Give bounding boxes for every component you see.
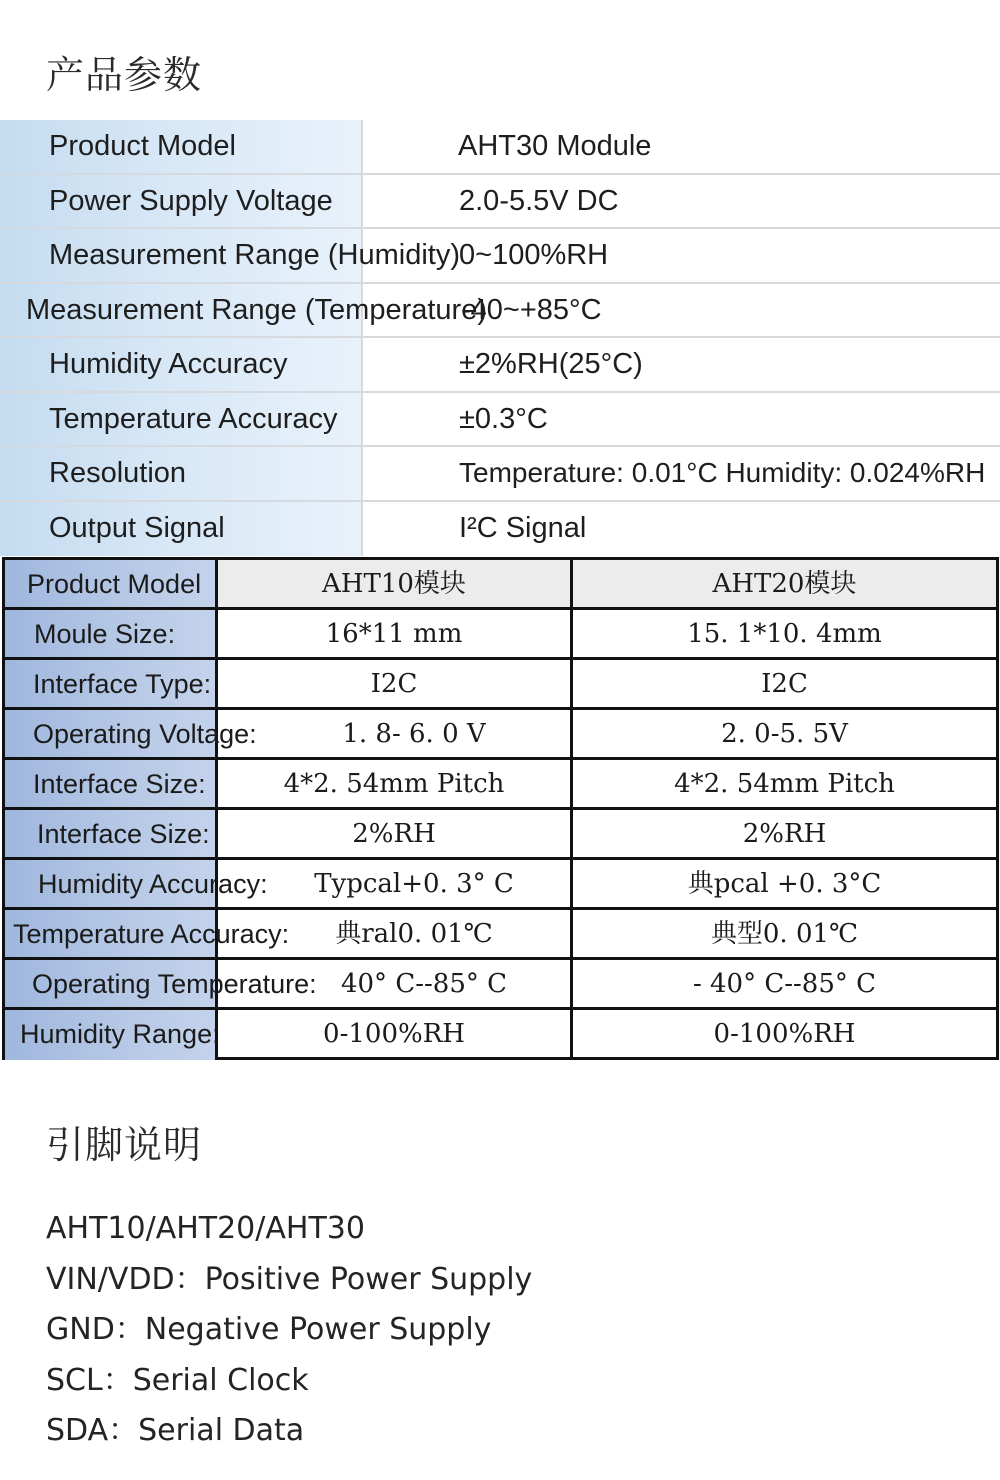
aht10-value: 40° C--85° C [218, 960, 573, 1007]
spec-label: Humidity Accuracy [0, 338, 363, 391]
row-label: Interface Size: [5, 760, 218, 807]
row-label: Operating Temperature: [5, 960, 218, 1007]
table-header-row [5, 560, 996, 610]
aht10-value: Typcal+0. 3° C [218, 860, 573, 907]
aht20-value: 0-100%RH [713, 1019, 856, 1049]
header-aht10: AHT10模块 [218, 560, 573, 607]
spec-label: Output Signal [0, 502, 363, 557]
table-row [5, 610, 996, 660]
row-label: Moule Size: [5, 610, 218, 657]
spec-label: Temperature Accuracy [0, 393, 363, 446]
table-row [5, 1010, 996, 1060]
spec-value: 0~100%RH [459, 239, 609, 271]
aht10-value: 4*2. 54mm Pitch [218, 760, 573, 807]
spec-table-aht10-aht20 [2, 557, 999, 1060]
table-row [0, 284, 1000, 339]
table-row [5, 660, 996, 710]
spec-label: Resolution [0, 447, 363, 500]
aht20-value: 2. 0-5. 5V [721, 719, 848, 749]
table-row [5, 710, 996, 760]
table-row [0, 120, 1000, 175]
aht10-value: 2%RH [218, 810, 573, 857]
row-label: Interface Type: [5, 660, 218, 707]
table-row [5, 960, 996, 1010]
aht20-value: 2%RH [742, 819, 827, 849]
spec-value: -40~+85°C [461, 293, 602, 326]
aht10-value: 典ral0. 01℃ [218, 910, 573, 957]
spec-label: Measurement Range (Temperature) [0, 284, 363, 337]
spec-label: Power Supply Voltage [0, 175, 363, 228]
table-row [0, 502, 1000, 557]
row-label: Temperature Accuracy: [5, 910, 218, 957]
spec-value: I²C Signal [459, 511, 587, 544]
section-title-params: 产品参数 [46, 53, 203, 97]
table-row [0, 447, 1000, 502]
aht20-value: 4*2. 54mm Pitch [674, 769, 895, 799]
list-item: AHT10/AHT20/AHT30 [46, 1211, 365, 1246]
table-row [0, 175, 1000, 230]
row-label: Operating Voltage: [5, 710, 218, 757]
section-title-pins: 引脚说明 [46, 1123, 203, 1167]
spec-label: Measurement Range (Humidity) [0, 229, 363, 282]
header-aht20: AHT20模块 [573, 560, 996, 607]
table-row [5, 760, 996, 810]
spec-value: ±0.3°C [459, 402, 548, 435]
spec-value: Temperature: 0.01°C Humidity: 0.024%RH [459, 457, 986, 488]
row-label: Humidity Accuracy: [5, 860, 218, 907]
spec-label: Product Model [0, 120, 363, 173]
aht10-value: 1. 8- 6. 0 V [218, 710, 573, 757]
pin-description-list [46, 1204, 532, 1457]
table-row [5, 860, 996, 910]
list-item: SDA：Serial Data [46, 1413, 305, 1448]
aht10-value: 16*11 mm [218, 610, 573, 657]
row-label: Humidity Range: [5, 1010, 218, 1060]
aht20-value: - 40° C--85° C [692, 969, 877, 999]
table-row [0, 338, 1000, 393]
aht20-value: 典pcal +0. 3°C [687, 869, 882, 899]
table-row [0, 393, 1000, 448]
aht20-value: 典型0. 01℃ [710, 919, 859, 949]
aht10-value: 0-100%RH [218, 1010, 573, 1060]
aht10-value: I2C [218, 660, 573, 707]
spec-value: 2.0-5.5V DC [459, 184, 619, 217]
table-row [5, 910, 996, 960]
aht20-value: 15. 1*10. 4mm [687, 619, 882, 649]
row-label: Interface Size: [5, 810, 218, 857]
aht20-value: I2C [761, 669, 808, 699]
list-item: GND：Negative Power Supply [46, 1312, 492, 1347]
table-row [5, 810, 996, 860]
header-label: Product Model [5, 560, 218, 607]
list-item: VIN/VDD：Positive Power Supply [46, 1261, 533, 1297]
table-row [0, 229, 1000, 284]
list-item: SCL：Serial Clock [46, 1362, 309, 1398]
spec-table-aht30 [0, 120, 1000, 556]
spec-value: ±2%RH(25°C) [459, 348, 643, 380]
spec-value: AHT30 Module [458, 130, 652, 162]
